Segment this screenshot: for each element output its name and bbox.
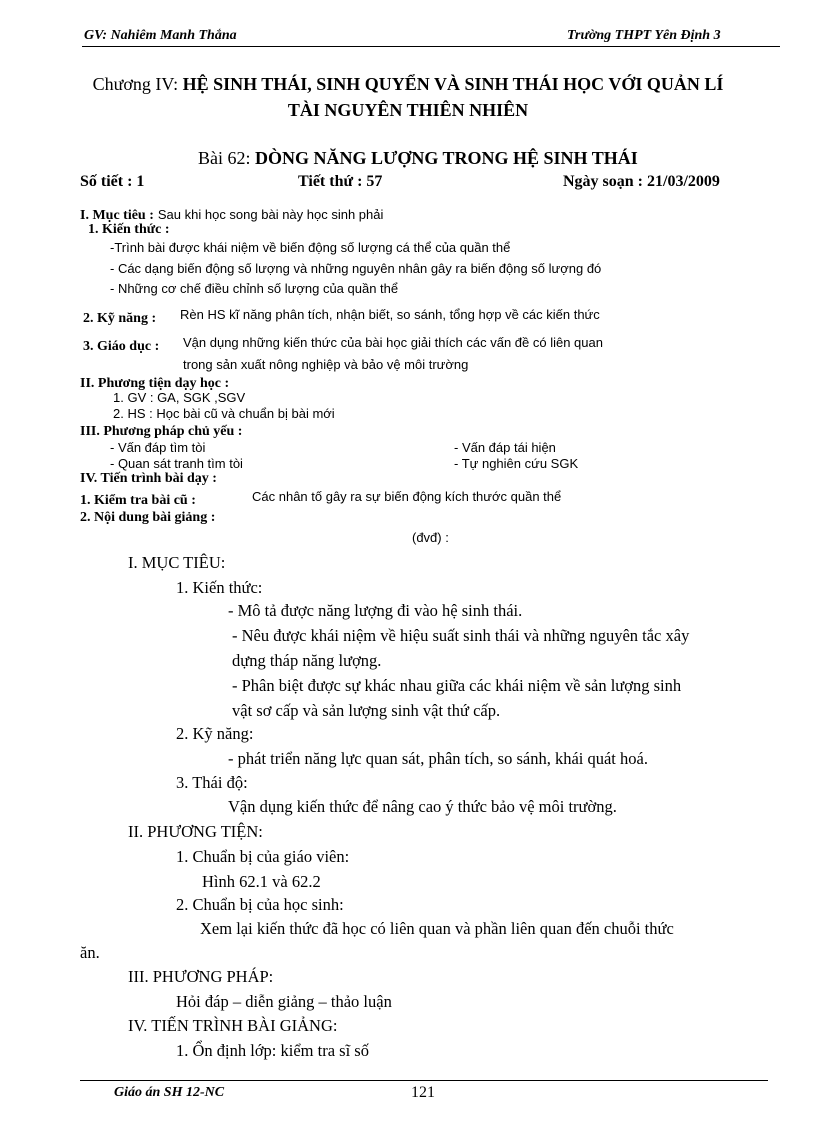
phuong-tien-label: II. Phương tiện dạy học : bbox=[80, 376, 230, 391]
section-muc-tieu: I. MỤC TIÊU: bbox=[128, 553, 226, 572]
giao-duc-line1: Vận dụng những kiến thức của bài học giải thích các vấn đề có liên quan bbox=[183, 335, 603, 350]
header-rule bbox=[82, 46, 780, 47]
kien-thuc-heading-text: 1. Kiến thức: bbox=[176, 578, 263, 597]
pp-item: Hỏi đáp – diễn giảng – thảo luận bbox=[176, 992, 392, 1011]
kn-item: - phát triển năng lực quan sát, phân tích, so sánh, khái quát hoá. bbox=[228, 749, 648, 768]
page-number: 121 bbox=[411, 1084, 435, 1101]
header-school: Trường THPT Yên Định 3 bbox=[567, 28, 721, 43]
thai-do-heading: 3. Thái độ: bbox=[176, 773, 248, 792]
lesson-prefix: Bài 62: bbox=[198, 148, 251, 168]
kien-thuc-item-3: - Những cơ chế điều chỉnh số lượng của quần thể bbox=[110, 281, 399, 296]
muc-tieu-label: I. Mục tiêu : bbox=[80, 208, 154, 223]
phuong-phap-right-1: - Vấn đáp tái hiện bbox=[454, 440, 556, 455]
dvd: (đvđ) : bbox=[412, 530, 449, 545]
gv-prep: 1. Chuẩn bị của giáo viên: bbox=[176, 847, 350, 866]
tiet-thu: Tiết thứ : 57 bbox=[298, 173, 383, 190]
kien-thuc-item-2: - Các dạng biến động số lượng và những nguyên nhân gây ra biến động số lượng đó bbox=[110, 261, 602, 276]
kien-thuc-heading bbox=[176, 578, 262, 598]
so-tiet: Số tiết : 1 bbox=[80, 173, 145, 190]
chapter-title-line2: TÀI NGUYÊN THIÊN NHIÊN bbox=[287, 100, 529, 120]
kt-item-3: - Phân biệt được sự khác nhau giữa các khái niệm về sản lượng sinh bbox=[232, 676, 682, 695]
phuong-phap-right-2: - Tự nghiên cứu SGK bbox=[454, 456, 579, 471]
phuong-phap-left-1: - Vấn đáp tìm tòi bbox=[110, 440, 206, 455]
noi-dung-label: 2. Nội dung bài giảng : bbox=[80, 510, 216, 525]
kien-thuc-item-1: -Trình bài được khái niệm về biến động số lượng cá thể của quần thể bbox=[110, 240, 511, 255]
kien-thuc-label: 1. Kiến thức : bbox=[88, 222, 170, 237]
kt-item-1: - Mô tả được năng lượng đi vào hệ sinh thái. bbox=[228, 601, 523, 620]
gv-item: Hình 62.1 và 62.2 bbox=[202, 872, 321, 891]
kiem-tra-label: 1. Kiểm tra bài cũ : bbox=[80, 493, 196, 508]
on-dinh: 1. Ổn định lớp: kiểm tra sĩ số bbox=[176, 1041, 369, 1060]
phuong-phap-label: III. Phương pháp chủ yếu : bbox=[80, 424, 243, 439]
header-teacher: GV: Nahiêm Manh Thắna bbox=[84, 28, 237, 43]
phuong-tien-gv: 1. GV : GA, SGK ,SGV bbox=[113, 390, 246, 405]
footer-rule bbox=[80, 1080, 768, 1081]
section-phuong-phap: III. PHƯƠNG PHÁP: bbox=[128, 967, 274, 986]
chapter-title-line1 bbox=[0, 74, 816, 95]
tien-trinh-label: IV. Tiến trình bài dạy : bbox=[80, 471, 217, 486]
kiem-tra-text: Các nhân tố gây ra sự biến động kích thước quần thể bbox=[252, 489, 562, 504]
ky-nang-heading: 2. Kỹ năng: bbox=[176, 724, 254, 743]
kt-item-3-cont: vật sơ cấp và sản lượng sinh vật thứ cấp. bbox=[232, 701, 501, 720]
ngay-soan: Ngày soạn : 21/03/2009 bbox=[563, 173, 720, 190]
lesson-title bbox=[198, 148, 638, 169]
section-tien-trinh: IV. TIẾN TRÌNH BÀI GIẢNG: bbox=[128, 1016, 338, 1035]
phuong-phap-left-2: - Quan sát tranh tìm tòi bbox=[110, 456, 243, 471]
hs-item-line1: Xem lại kiến thức đã học có liên quan và phần liên quan đến chuỗi thức bbox=[200, 919, 674, 938]
muc-tieu-text: Sau khi học song bài này học sinh phải bbox=[157, 207, 384, 222]
lesson-name: DÒNG NĂNG LƯỢNG TRONG HỆ SINH THÁI bbox=[255, 148, 638, 168]
kt-item-2: - Nêu được khái niệm về hiệu suất sinh thái và những nguyên tắc xây bbox=[232, 626, 690, 645]
ky-nang-label: 2. Kỹ năng : bbox=[83, 311, 157, 326]
kt-item-2-cont: dựng tháp năng lượng. bbox=[232, 651, 382, 670]
phuong-tien-hs: 2. HS : Học bài cũ và chuẩn bị bài mới bbox=[113, 406, 335, 421]
hs-prep: 2. Chuẩn bị của học sinh: bbox=[176, 895, 344, 914]
footer-title: Giáo án SH 12-NC bbox=[114, 1085, 225, 1100]
ky-nang-text: Rèn HS kĩ năng phân tích, nhận biết, so sánh, tổng hợp về các kiến thức bbox=[180, 307, 600, 322]
chapter-prefix: Chương IV: bbox=[92, 74, 179, 94]
chapter-title: HỆ SINH THÁI, SINH QUYỂN VÀ SINH THÁI HỌC VỚI QUẢN LÍ bbox=[182, 74, 724, 94]
giao-duc-line2: trong sản xuất nông nghiệp và bảo vệ môi trường bbox=[183, 357, 469, 372]
section-phuong-tien: II. PHƯƠNG TIỆN: bbox=[128, 822, 263, 841]
td-item: Vận dụng kiến thức để nâng cao ý thức bảo vệ môi trường. bbox=[228, 797, 617, 816]
giao-duc-label: 3. Giáo dục : bbox=[83, 339, 160, 354]
hs-item-line2: ăn. bbox=[80, 943, 100, 962]
